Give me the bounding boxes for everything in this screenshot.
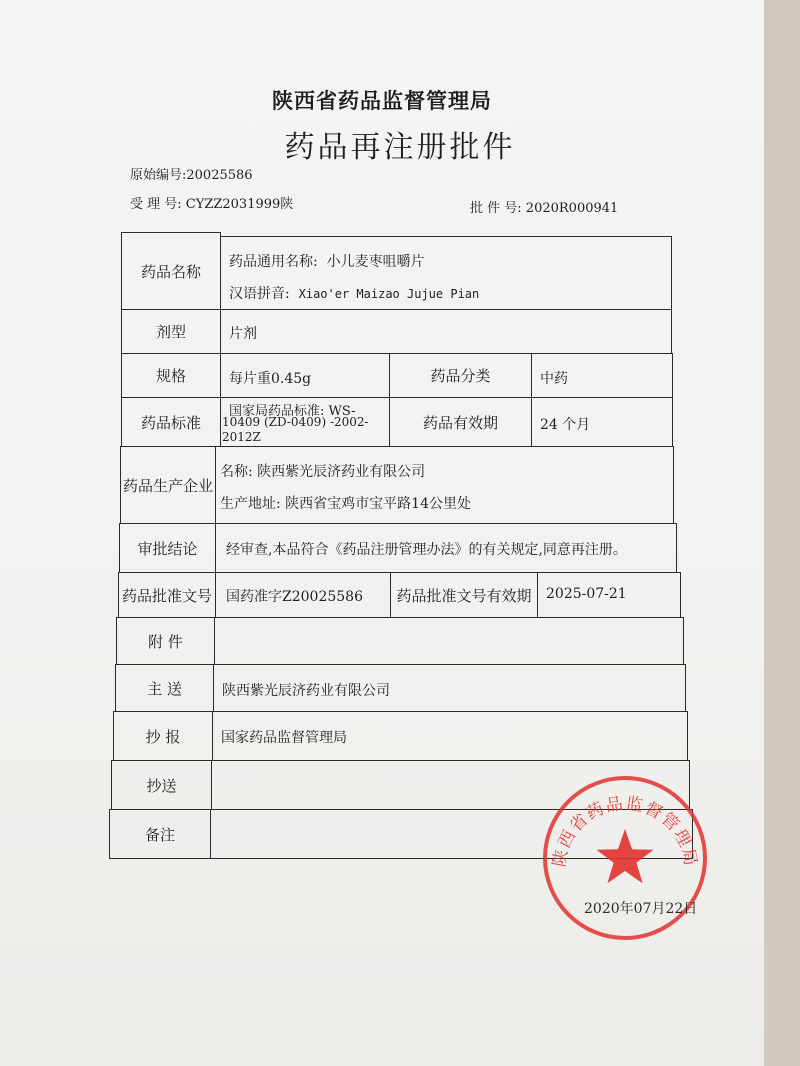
category-value: 中药 bbox=[531, 353, 673, 398]
spec-value: 每片重0.45g bbox=[220, 353, 390, 398]
original-number-label: 原始编号: bbox=[130, 168, 187, 183]
dosage-form-label: 剂型 bbox=[121, 309, 221, 354]
approval-doc-validity-label: 药品批准文号有效期 bbox=[390, 572, 538, 618]
acceptance-number bbox=[130, 193, 293, 212]
validity-value: 24 个月 bbox=[531, 397, 673, 447]
seal-text: 陕西省药品监督管理局 bbox=[549, 793, 701, 869]
conclusion-value: 经审查,本品符合《药品注册管理办法》的有关规定,同意再注册。 bbox=[215, 523, 677, 573]
drug-name-cell bbox=[220, 236, 672, 310]
cc-label: 抄送 bbox=[111, 760, 212, 810]
generic-name bbox=[229, 251, 425, 271]
conclusion-label: 审批结论 bbox=[119, 523, 216, 573]
main-recipient-label: 主 送 bbox=[115, 664, 214, 712]
attachment-value bbox=[214, 617, 684, 665]
approval-doc-value: 国药准字Z20025586 bbox=[215, 572, 391, 618]
drug-name-label: 药品名称 bbox=[121, 232, 221, 310]
acceptance-number-value: CYZZ2031999陕 bbox=[185, 197, 294, 212]
standard-label: 药品标准 bbox=[121, 397, 221, 447]
standard-cell bbox=[220, 397, 390, 447]
approval-doc-validity-value: 2025-07-21 bbox=[537, 572, 681, 618]
manufacturer-name: 名称: 陕西紫光辰济药业有限公司 bbox=[220, 464, 426, 480]
manufacturer-label: 药品生产企业 bbox=[120, 446, 216, 524]
dosage-form-value: 片剂 bbox=[220, 309, 672, 354]
remarks-label: 备注 bbox=[109, 809, 211, 859]
spec-label: 规格 bbox=[121, 353, 221, 398]
generic-name-value: 小儿麦枣咀嚼片 bbox=[326, 254, 425, 270]
original-number bbox=[130, 164, 253, 183]
standard-line3: 2012Z bbox=[222, 430, 261, 444]
acceptance-number-label: 受 理 号: bbox=[130, 197, 182, 212]
standard-line1: 国家局药品标准: WS- bbox=[229, 404, 356, 419]
seal-date: 2020年07月22日 bbox=[584, 901, 698, 917]
main-recipient-value: 陕西紫光辰济药业有限公司 bbox=[213, 664, 686, 712]
manufacturer-cell bbox=[215, 446, 674, 524]
authority-heading: 陕西省药品监督管理局 bbox=[272, 89, 492, 113]
approval-number-value: 2020R000941 bbox=[525, 201, 619, 216]
approval-number bbox=[470, 197, 618, 216]
category-label: 药品分类 bbox=[389, 353, 532, 398]
seal-star-icon bbox=[597, 829, 654, 883]
original-number-value: 20025586 bbox=[186, 168, 253, 183]
pinyin-value: Xiao'er Maizao Jujue Pian bbox=[298, 287, 480, 301]
generic-name-label: 药品通用名称: bbox=[229, 254, 318, 270]
report-label: 抄 报 bbox=[113, 711, 213, 761]
approval-number-label: 批 件 号: bbox=[470, 201, 522, 216]
pinyin-label: 汉语拼音: bbox=[229, 286, 290, 302]
manufacturer-address: 生产地址: 陕西省宝鸡市宝平路14公里处 bbox=[220, 496, 471, 512]
validity-label: 药品有效期 bbox=[389, 397, 532, 447]
pinyin bbox=[229, 283, 479, 303]
approval-doc-label: 药品批准文号 bbox=[118, 572, 216, 618]
attachment-label: 附 件 bbox=[116, 617, 215, 665]
standard-line2: 10409 (ZD-0409) -2002- bbox=[222, 415, 369, 429]
document-title: 药品再注册批件 bbox=[284, 130, 516, 165]
report-value: 国家药品监督管理局 bbox=[212, 711, 688, 761]
